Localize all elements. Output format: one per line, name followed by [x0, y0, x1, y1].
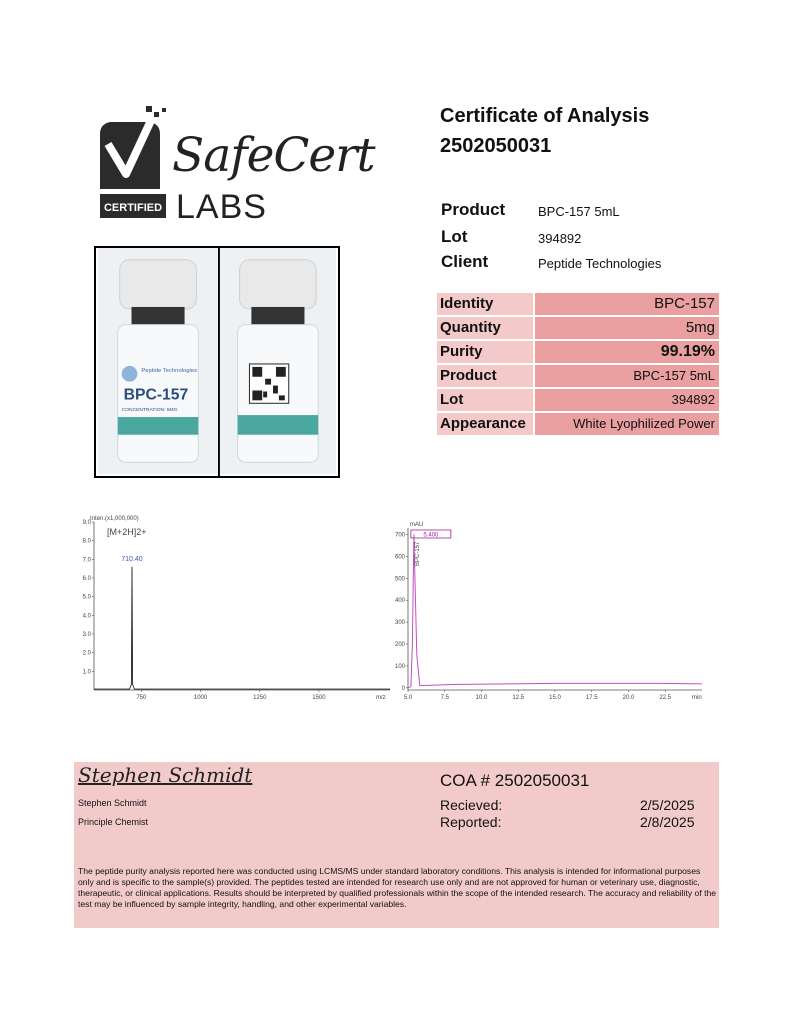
x-tick-label: 1250: [253, 695, 267, 701]
result-label: Lot: [437, 389, 533, 411]
result-label: Identity: [437, 293, 533, 315]
coa-number-footer: COA # 2502050031: [440, 771, 590, 790]
certificate-number: 2502050031: [440, 135, 552, 157]
received-label: Recieved:: [440, 797, 503, 813]
lot-label: Lot: [441, 227, 468, 246]
y-tick-label: 100: [394, 663, 405, 670]
y-tick-label: 200: [394, 642, 405, 649]
y-tick-label: 0: [401, 685, 405, 692]
svg-text:CONCENTRATION: 5MG: CONCENTRATION: 5MG: [121, 408, 178, 414]
result-row-identity: [437, 293, 719, 315]
y-tick-label: 700: [394, 532, 405, 539]
result-value: 5mg: [535, 317, 719, 339]
peak-name-label: BPC-157: [414, 541, 421, 566]
svg-text:BPC-157: BPC-157: [123, 386, 189, 404]
result-label: Purity: [437, 341, 533, 363]
chromatogram-line: [408, 532, 702, 688]
x-tick-label: 22.5: [659, 695, 672, 701]
x-tick-label: 7.5: [440, 695, 449, 701]
logo-sub: LABS: [176, 188, 267, 226]
result-label: Quantity: [437, 317, 533, 339]
product-value: BPC-157 5mL: [538, 204, 620, 219]
y-tick-label: 600: [394, 554, 405, 561]
y-tick-label: 300: [394, 620, 405, 627]
y-tick-label: 4.0: [82, 613, 91, 620]
x-tick-label: 1500: [312, 695, 326, 701]
result-value: BPC-157 5mL: [535, 365, 719, 387]
result-row-quantity: [437, 317, 719, 339]
peak-label: 710.40: [121, 556, 143, 564]
x-tick-label: 15.0: [549, 695, 561, 701]
x-tick-label: 750: [136, 695, 147, 701]
y-tick-label: 5.0: [82, 594, 91, 601]
spectrum-line: [94, 567, 390, 689]
x-axis-label: min: [692, 695, 702, 701]
result-row-purity: [437, 341, 719, 363]
mass-spectrum-chart: [78, 512, 396, 704]
x-tick-label: 17.5: [585, 695, 598, 701]
lot-value: 394892: [538, 231, 582, 246]
y-tick-label: 2.0: [82, 650, 91, 657]
signer-name: Stephen Schmidt: [78, 798, 147, 808]
disclaimer-text: The peptide purity analysis reported here was conducted using LCMS/MS under standard laboratory conditions. This analysis is intended for informational purposes only and is specific to the sample(s) provided. The peptides tested are intended for research use only and are not approved for human or veterinary use, diagnostic, therapeutic, or clinical applications. Results should be interpreted by qualified professionals within the scope of the intended research. The accuracy and reliability of the test may be influenced by sample integrity, handling, and other experimental variables.: [78, 866, 717, 909]
result-value: White Lyophilized Power: [535, 413, 719, 435]
result-label: Product: [437, 365, 533, 387]
svg-text:Peptide Technologies: Peptide Technologies: [141, 367, 198, 374]
certified-text: CERTIFIED: [103, 202, 163, 214]
client-label: Client: [441, 252, 489, 271]
signature: Stephen Schmidt: [78, 763, 253, 787]
x-tick-label: 12.5: [512, 695, 525, 701]
result-value: 99.19%: [535, 341, 719, 363]
received-date: 2/5/2025: [640, 797, 695, 813]
x-tick-label: 5.0: [403, 695, 413, 701]
x-tick-label: 1000: [193, 695, 208, 701]
client-value: Peptide Technologies: [538, 256, 662, 271]
y-tick-label: 1.0: [82, 669, 91, 676]
product-photos: [94, 246, 340, 478]
result-value: BPC-157: [535, 293, 719, 315]
y-tick-label: 3.0: [82, 632, 91, 638]
y-tick-label: 8.0: [82, 538, 91, 545]
y-tick-label: 500: [394, 576, 405, 583]
y-tick-label: 6.0: [82, 576, 91, 582]
y-tick-label: 400: [394, 598, 405, 605]
x-tick-label: 20.0: [622, 695, 635, 701]
signer-role: Principle Chemist: [78, 817, 149, 827]
hplc-chromatogram-chart: [388, 518, 710, 708]
vial-back-image: [220, 248, 336, 474]
x-tick-label: 10.0: [475, 695, 488, 701]
qr-code-icon: [249, 364, 288, 403]
reported-date: 2/8/2025: [640, 814, 695, 830]
y-tick-label: 9.0: [82, 520, 91, 526]
result-label: Appearance: [437, 413, 533, 435]
y-axis-label: Inten.(x1,000,000): [90, 516, 139, 522]
result-row-product: [437, 365, 719, 387]
product-label: Product: [441, 200, 506, 219]
reported-label: Reported:: [440, 814, 502, 830]
y-axis-label: mAU: [410, 522, 424, 528]
peak-time-label: 5.400: [423, 532, 439, 539]
x-axis-label: m/z: [376, 695, 386, 701]
document-title: Certificate of Analysis: [440, 105, 650, 127]
result-row-appearance: [437, 413, 719, 435]
logo-brand: SafeCert: [172, 128, 375, 183]
vial-front-image: [98, 248, 218, 474]
y-tick-label: 7.0: [82, 557, 91, 564]
result-value: 394892: [535, 389, 719, 411]
result-row-lot: [437, 389, 719, 411]
annotation-ion: [M+2H]2+: [106, 527, 147, 538]
